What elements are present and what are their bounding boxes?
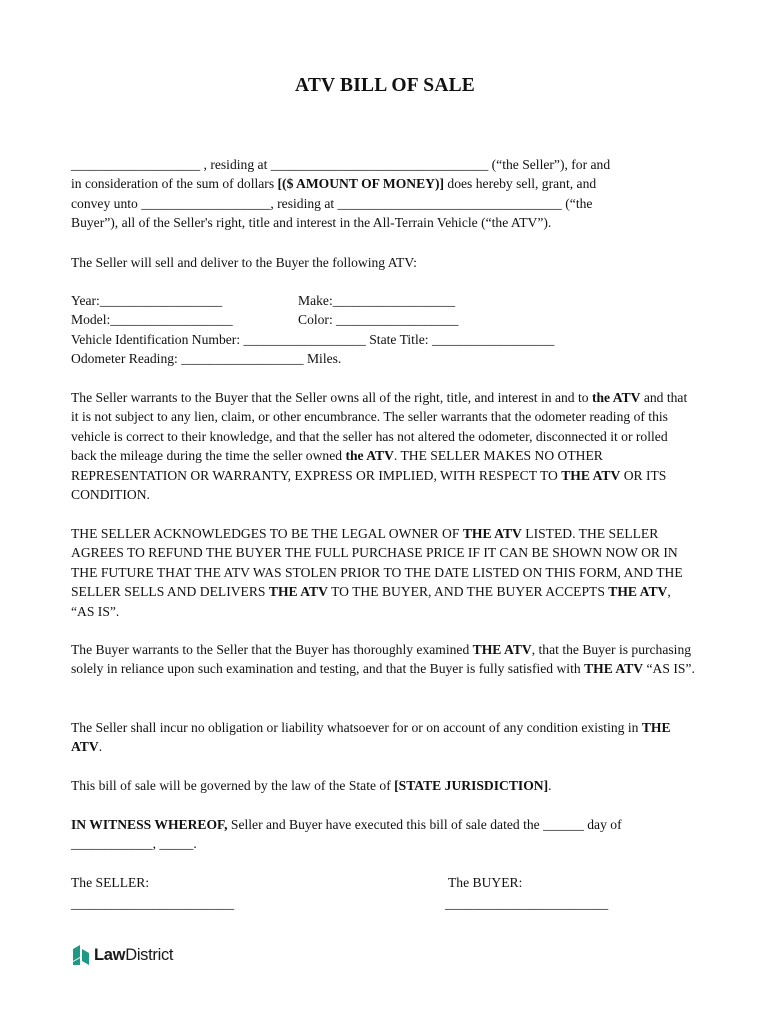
deliver-paragraph: The Seller will sell and deliver to the Buyer the following ATV: <box>71 255 417 270</box>
vin-field: Vehicle Identification Number: __________________ State Title: __________________ <box>71 331 555 347</box>
odometer-field: Odometer Reading: __________________ Miles. <box>71 351 342 367</box>
sale-terms-line: ___________________ , residing at ________________________________ (“the Seller”), for and <box>71 157 611 172</box>
atv-term: the ATV <box>591 390 641 405</box>
atv-term: THE ATV <box>71 720 671 755</box>
logo-wordmark <box>94 946 173 965</box>
text-span: does hereby sell, grant, and <box>444 176 597 192</box>
color-field: Color: __________________ <box>298 312 459 328</box>
governing-law-paragraph <box>71 776 696 795</box>
sale-terms-line: Buyer”), all of the Seller's right, title and interest in the All-Terrain Vehicle (“the ATV”). <box>71 215 552 231</box>
atv-term: THE ATV <box>584 661 644 677</box>
ownership-paragraph <box>71 524 696 621</box>
seller-signature-line: ________________________ <box>71 896 235 911</box>
text-span: This bill of sale will be governed by the law of the State of <box>71 778 395 793</box>
vehicle-fields <box>71 291 696 369</box>
law-district-logo-icon <box>71 944 91 966</box>
witness-heading: IN WITNESS WHEREOF, <box>71 817 228 832</box>
text-span: and that it is not subject to any lien, claim, or other encumbrance. The seller warrants that the odometer reading of this vehicle is correct to their knowledge, and that the seller has not altered the odometer, disconnected it or rolled back the mileage during the time the seller owned <box>71 390 688 464</box>
text-span: The Seller shall incur no obligation or liability whatsoever for or on account of any condition existing in <box>71 720 642 735</box>
year-field: Year:__________________ <box>71 293 223 308</box>
seller-signature-label: The SELLER: <box>71 875 150 890</box>
text-span: The Buyer warrants to the Seller that the Buyer has thoroughly examined <box>71 642 473 657</box>
text-span: OR ITS CONDITION. <box>71 467 667 503</box>
atv-term: THE ATV <box>608 584 668 600</box>
logo-text-rest: District <box>125 945 174 964</box>
document-title: ATV BILL OF SALE <box>294 75 476 96</box>
text-span: . <box>548 778 552 793</box>
witness-paragraph <box>71 815 696 854</box>
buyer-signature-label: The BUYER: <box>448 875 523 890</box>
text-span: , “AS IS”. <box>71 584 671 619</box>
field-row <box>71 310 696 329</box>
text-span: The Seller warrants to the Buyer that the Seller owns all of the right, title, and interest in and to <box>71 390 592 405</box>
sale-terms-line: convey unto ___________________, residing at _________________________________ (“the <box>71 195 593 211</box>
warranty-paragraph <box>71 388 696 504</box>
text-span: in consideration of the sum of dollars <box>71 176 278 192</box>
text-span: Seller and Buyer have executed this bill of sale dated the ______ day of ____________, _____. <box>71 817 622 852</box>
atv-term: THE ATV <box>472 642 532 657</box>
atv-term: the ATV <box>345 448 394 464</box>
sale-terms-line <box>71 174 696 193</box>
liability-paragraph <box>71 718 696 757</box>
model-field: Model:__________________ <box>71 312 233 328</box>
atv-term: THE ATV <box>268 584 328 600</box>
amount-placeholder: [($ AMOUNT OF MONEY)] <box>277 176 445 192</box>
text-span: . THE SELLER MAKES NO OTHER REPRESENTATION OR WARRANTY, EXPRESS OR IMPLIED, WITH RESPECT TO <box>71 448 603 483</box>
text-span: . <box>98 739 103 755</box>
field-row <box>71 291 696 310</box>
logo-text-bold: Law <box>94 945 126 964</box>
buyer-signature-line: ________________________ <box>445 896 609 911</box>
buyer-warranty-paragraph <box>71 640 696 679</box>
lawdistrict-logo <box>71 943 173 967</box>
atv-term: THE ATV <box>462 526 522 541</box>
atv-term: THE ATV <box>561 467 621 483</box>
text-span: , that the Buyer is purchasing solely in reliance upon such examination and testing, and that the Buyer is fully satisfied with <box>71 642 692 677</box>
text-span: TO THE BUYER, AND THE BUYER ACCEPTS <box>327 584 609 600</box>
make-field: Make:__________________ <box>298 293 456 308</box>
state-placeholder: [STATE JURISDICTION] <box>394 778 549 793</box>
text-span: “AS IS”. <box>643 661 695 677</box>
sale-terms-paragraph <box>71 155 696 233</box>
text-span: THE SELLER ACKNOWLEDGES TO BE THE LEGAL OWNER OF <box>71 526 463 541</box>
text-span: LISTED. THE SELLER AGREES TO REFUND THE BUYER THE FULL PURCHASE PRICE IF IT CAN BE SHOWN NOW OR IN THE FUTURE THAT THE ATV WAS STOLEN PRIOR TO THE DATE LISTED ON THIS FORM, AND THE SELLER SELLS AND DELIVERS <box>71 526 683 600</box>
